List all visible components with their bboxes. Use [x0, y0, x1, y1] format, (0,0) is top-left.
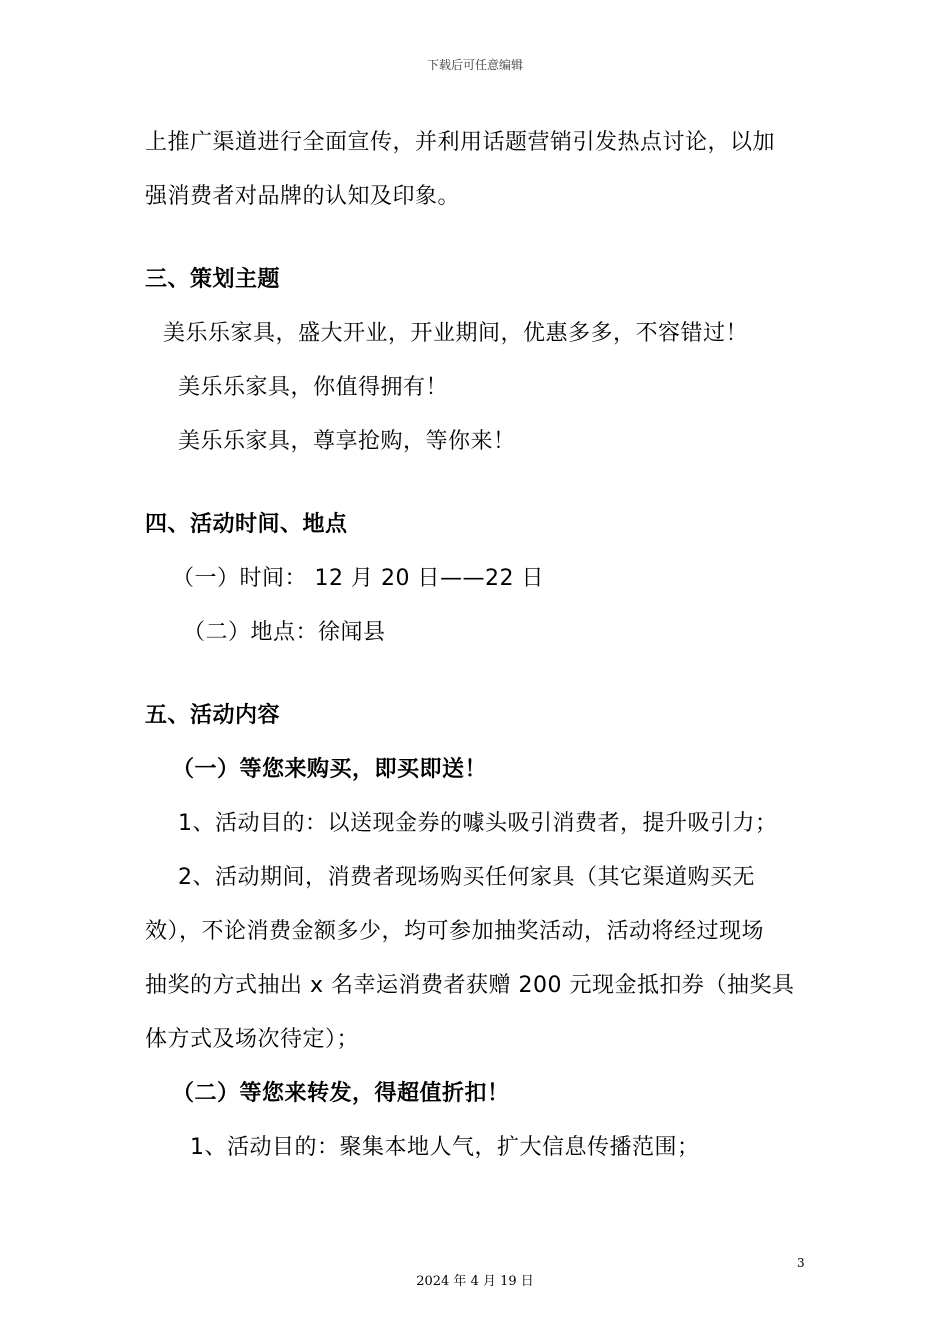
paragraph-line: 2、活动期间，消费者现场购买任何家具（其它渠道购买无 [178, 865, 755, 890]
paragraph-line: 美乐乐家具，你值得拥有！ [178, 375, 449, 400]
subsection-heading: （二）等您来转发，得超值折扣！ [172, 1081, 510, 1106]
paragraph-line: 美乐乐家具，尊享抢购，等你来！ [178, 429, 516, 454]
paragraph-line: 抽奖的方式抽出 x 名幸运消费者获赠 200 元现金抵扣券（抽奖具 [145, 973, 795, 998]
paragraph-line: 美乐乐家具，盛大开业，开业期间，优惠多多，不容错过！ [163, 321, 749, 346]
paragraph-line: 1、活动目的：聚集本地人气，扩大信息传播范围； [190, 1135, 700, 1160]
paragraph-line: 1、活动目的：以送现金券的噱头吸引消费者，提升吸引力； [178, 811, 778, 836]
section-heading: 三、策划主题 [145, 267, 281, 292]
paragraph-line: 上推广渠道进行全面宣传，并利用话题营销引发热点讨论，以加 [145, 130, 776, 155]
paragraph-line: 体方式及场次待定）； [145, 1027, 360, 1052]
page-header: 下载后可任意编辑 [426, 58, 523, 72]
page-number: 3 [797, 1256, 805, 1270]
paragraph-line: （二）地点：徐闻县 [183, 620, 386, 645]
paragraph-line: 强消费者对品牌的认知及印象。 [145, 184, 461, 209]
section-heading: 四、活动时间、地点 [145, 512, 348, 537]
page-footer-date: 2024 年 4 月 19 日 [416, 1274, 534, 1289]
subsection-heading: （一）等您来购买，即买即送！ [172, 757, 488, 782]
paragraph-line: 效），不论消费金额多少，均可参加抽奖活动，活动将经过现场 [145, 919, 765, 944]
paragraph-line: （一）时间： 12 月 20 日——22 日 [172, 566, 544, 591]
section-heading: 五、活动内容 [145, 703, 281, 728]
